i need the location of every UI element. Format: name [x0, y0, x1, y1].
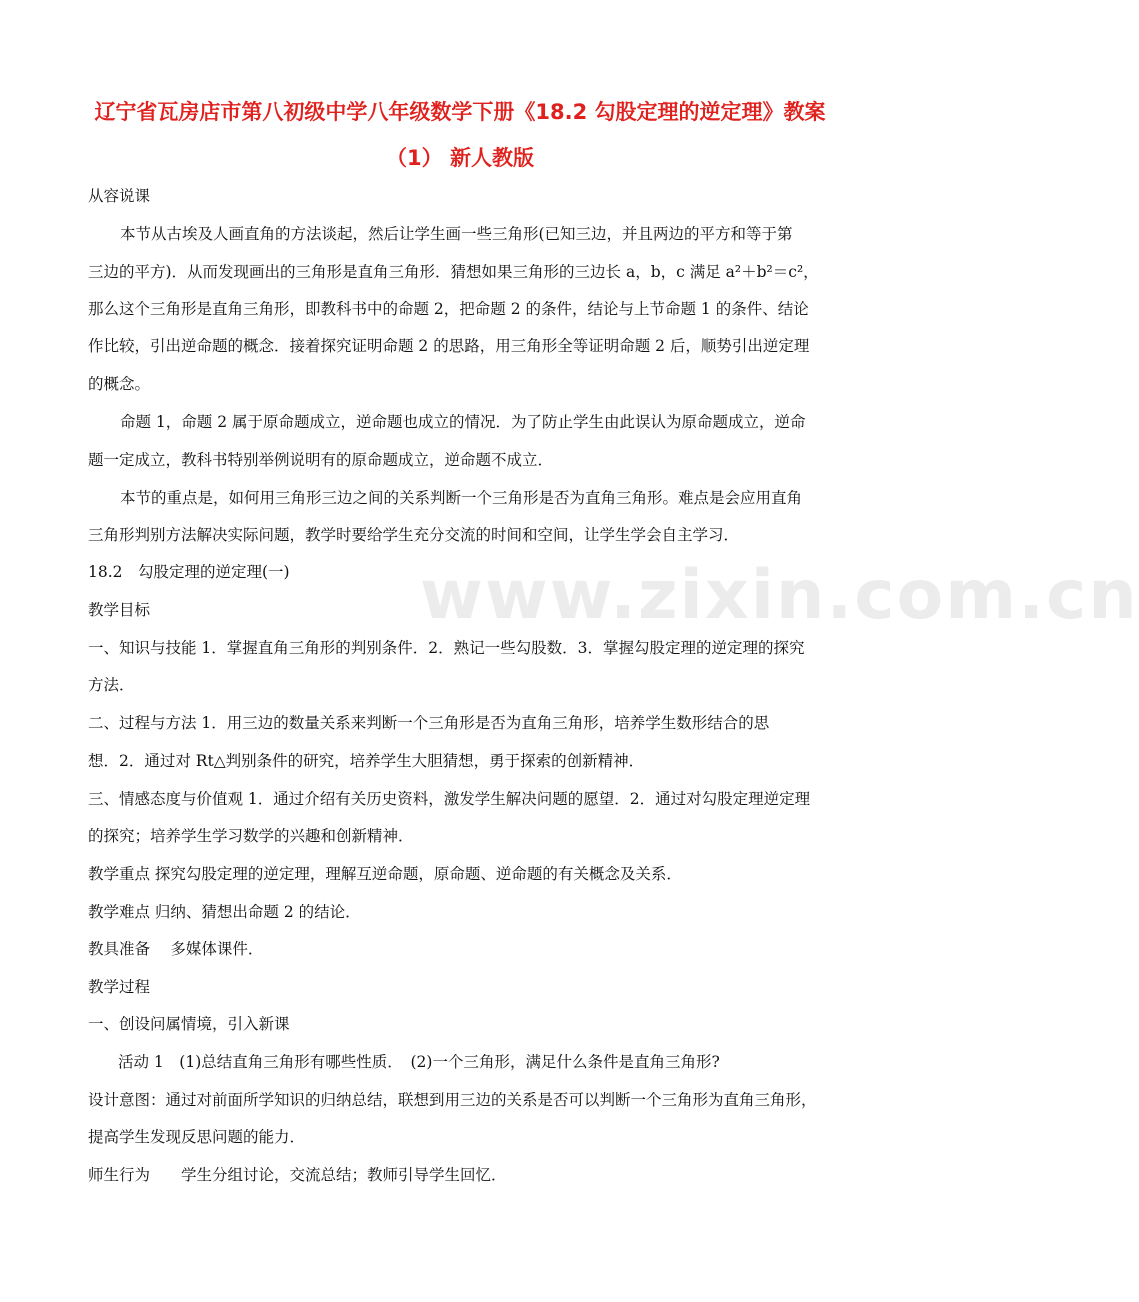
paragraph-line: 一、创设问属情境，引入新课 — [88, 1015, 290, 1033]
paragraph-line: 二、过程与方法 1．用三边的数量关系来判断一个三角形是否为直角三角形，培养学生数形结合的思 — [88, 714, 770, 732]
paragraph-line: 活动 1 (1)总结直角三角形有哪些性质． (2)一个三角形，满足什么条件是直角三角形? — [118, 1053, 720, 1071]
paragraph-line: 教具准备 多媒体课件． — [88, 940, 264, 958]
paragraph-line: 的概念。 — [88, 375, 151, 393]
paragraph-line: 作比较，引出逆命题的概念．接着探究证明命题 2 的思路，用三角形全等证明命题 2 后，顺势引出逆定理 — [88, 337, 810, 355]
paragraph-line: 本节的重点是，如何用三角形三边之间的关系判断一个三角形是否为直角三角形。难点是会应用直角 — [120, 489, 803, 507]
document-title-line-2: （1） 新人教版 — [386, 146, 534, 170]
paragraph-line: 的探究；培养学生学习数学的兴趣和创新精神． — [88, 827, 414, 845]
paragraph-line: 设计意图：通过对前面所学知识的归纳总结，联想到用三边的关系是否可以判断一个三角形为直角三角形， — [88, 1091, 817, 1109]
section-heading-lesson: 18.2 勾股定理的逆定理(一) — [88, 563, 290, 581]
paragraph-line: 三边的平方)．从而发现画出的三角形是直角三角形．猜想如果三角形的三边长 a，b，c 满足 a²＋b²＝c²， — [88, 263, 819, 281]
paragraph-line: 方法． — [88, 676, 135, 694]
watermark: www.zixin.com.cn — [420, 556, 1139, 635]
paragraph-line: 提高学生发现反思问题的能力． — [88, 1128, 306, 1146]
document-title-line-1: 辽宁省瓦房店市第八初级中学八年级数学下册《18.2 勾股定理的逆定理》教案 — [94, 100, 826, 124]
section-heading-shuoke: 从容说课 — [88, 187, 151, 205]
paragraph-line: 一、知识与技能 1．掌握直角三角形的判别条件．2．熟记一些勾股数．3．掌握勾股定理的逆定理的探究 — [88, 639, 805, 657]
paragraph-line: 想．2．通过对 Rt△判别条件的研究，培养学生大胆猜想，勇于探索的创新精神． — [88, 752, 645, 770]
paragraph-line: 三角形判别方法解决实际问题，教学时要给学生充分交流的时间和空间，让学生学会自主学习． — [88, 526, 740, 544]
section-heading-process: 教学过程 — [88, 978, 151, 996]
paragraph-line: 那么这个三角形是直角三角形，即教科书中的命题 2，把命题 2 的条件，结论与上节命题 1 的条件、结论 — [88, 300, 809, 318]
paragraph-line: 题一定成立，教科书特别举例说明有的原命题成立，逆命题不成立． — [88, 451, 554, 469]
section-heading-objectives: 教学目标 — [88, 601, 151, 619]
paragraph-line: 教学难点 归纳、猜想出命题 2 的结论． — [88, 903, 361, 921]
paragraph-line: 师生行为 学生分组讨论，交流总结；教师引导学生回忆． — [88, 1166, 507, 1184]
paragraph-line: 教学重点 探究勾股定理的逆定理，理解互逆命题，原命题、逆命题的有关概念及关系． — [88, 865, 682, 883]
paragraph-line: 三、情感态度与价值观 1．通过介绍有关历史资料，激发学生解决问题的愿望．2．通过对勾股定理逆定理 — [88, 790, 811, 808]
paragraph-line: 本节从古埃及人画直角的方法谈起，然后让学生画一些三角形(已知三边，并且两边的平方和等于第 — [120, 225, 793, 243]
paragraph-line: 命题 1，命题 2 属于原命题成立，逆命题也成立的情况．为了防止学生由此误认为原命题成立，逆命 — [120, 413, 806, 431]
